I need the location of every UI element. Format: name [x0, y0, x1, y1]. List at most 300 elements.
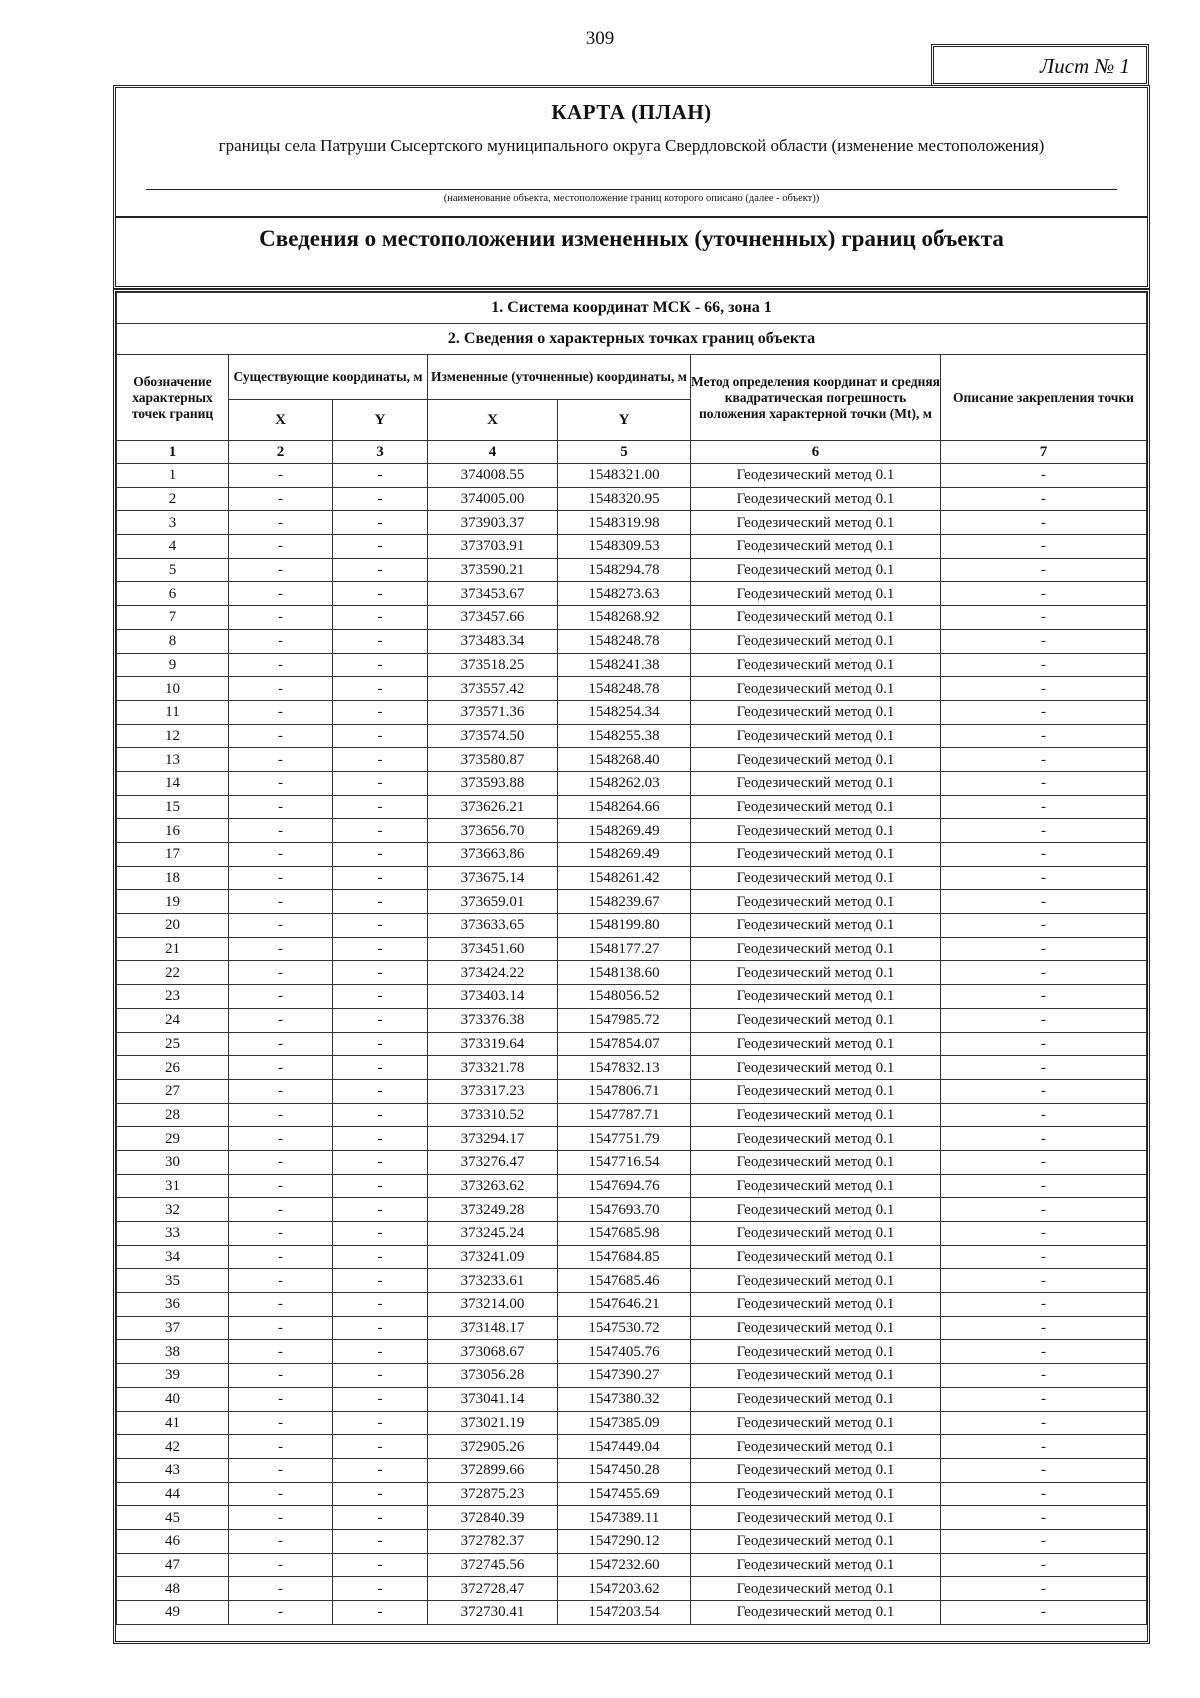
table-row [117, 1506, 1147, 1530]
point-id-cell: 10 [117, 677, 229, 701]
col-number: 4 [428, 441, 558, 464]
changed-y-cell: 1547405.76 [558, 1340, 691, 1364]
col-number: 1 [117, 441, 229, 464]
existing-x-cell: - [229, 511, 333, 535]
changed-y-cell: 1548056.52 [558, 985, 691, 1009]
table-row [117, 724, 1147, 748]
point-id-cell: 44 [117, 1482, 229, 1506]
object-description: границы села Патруши Сысертского муниципального округа Свердловской области (изменение местоположения) [218, 136, 1045, 155]
existing-y-cell: - [333, 629, 428, 653]
point-id-cell: 38 [117, 1340, 229, 1364]
existing-x-cell: - [229, 558, 333, 582]
point-id-cell: 21 [117, 937, 229, 961]
existing-y-cell: - [333, 677, 428, 701]
method-cell: Геодезический метод 0.1 [691, 1340, 941, 1364]
changed-y-cell: 1548268.40 [558, 748, 691, 772]
title-divider [116, 216, 1147, 218]
point-id-cell: 48 [117, 1577, 229, 1601]
fixation-cell: - [941, 1387, 1147, 1411]
table-row [117, 535, 1147, 559]
col-number: 7 [941, 441, 1147, 464]
table-row [117, 1150, 1147, 1174]
table-row [117, 1293, 1147, 1317]
fixation-cell: - [941, 961, 1147, 985]
method-cell: Геодезический метод 0.1 [691, 629, 941, 653]
col-header-changed: Измененные (уточненные) координаты, м [428, 355, 691, 400]
existing-y-cell: - [333, 1506, 428, 1530]
table-row [117, 1222, 1147, 1246]
existing-x-cell: - [229, 961, 333, 985]
changed-x-cell: 373518.25 [428, 653, 558, 677]
fixation-cell: - [941, 582, 1147, 606]
point-id-cell: 32 [117, 1198, 229, 1222]
method-cell: Геодезический метод 0.1 [691, 677, 941, 701]
point-id-cell: 33 [117, 1222, 229, 1246]
method-cell: Геодезический метод 0.1 [691, 937, 941, 961]
existing-x-cell: - [229, 795, 333, 819]
changed-y-cell: 1548241.38 [558, 653, 691, 677]
point-id-cell: 9 [117, 653, 229, 677]
fixation-cell: - [941, 1529, 1147, 1553]
table-row [117, 464, 1147, 488]
changed-x-cell: 373310.52 [428, 1103, 558, 1127]
method-cell: Геодезический метод 0.1 [691, 1364, 941, 1388]
point-id-cell: 15 [117, 795, 229, 819]
changed-x-cell: 373056.28 [428, 1364, 558, 1388]
table-row [117, 1529, 1147, 1553]
fixation-cell: - [941, 795, 1147, 819]
method-cell: Геодезический метод 0.1 [691, 558, 941, 582]
changed-x-cell: 374005.00 [428, 487, 558, 511]
fixation-cell: - [941, 819, 1147, 843]
changed-y-cell: 1547693.70 [558, 1198, 691, 1222]
point-id-cell: 1 [117, 464, 229, 488]
col-number: 6 [691, 441, 941, 464]
existing-y-cell: - [333, 1364, 428, 1388]
point-id-cell: 27 [117, 1079, 229, 1103]
existing-y-cell: - [333, 535, 428, 559]
existing-y-cell: - [333, 1411, 428, 1435]
changed-x-cell: 373451.60 [428, 937, 558, 961]
point-id-cell: 8 [117, 629, 229, 653]
col-header-changed-y: Y [558, 400, 691, 441]
changed-x-cell: 373590.21 [428, 558, 558, 582]
table-row [117, 1174, 1147, 1198]
fixation-cell: - [941, 937, 1147, 961]
point-id-cell: 34 [117, 1245, 229, 1269]
existing-x-cell: - [229, 1222, 333, 1246]
changed-y-cell: 1547203.62 [558, 1577, 691, 1601]
fixation-cell: - [941, 1008, 1147, 1032]
point-id-cell: 25 [117, 1032, 229, 1056]
point-id-cell: 16 [117, 819, 229, 843]
method-cell: Геодезический метод 0.1 [691, 819, 941, 843]
fixation-cell: - [941, 535, 1147, 559]
table-row [117, 558, 1147, 582]
points-heading: 2. Сведения о характерных точках границ объекта [117, 324, 1147, 355]
existing-x-cell: - [229, 582, 333, 606]
method-cell: Геодезический метод 0.1 [691, 1127, 941, 1151]
existing-y-cell: - [333, 1482, 428, 1506]
existing-y-cell: - [333, 558, 428, 582]
section-title: Сведения о местоположении измененных (уточненных) границ объекта [259, 226, 1004, 251]
fixation-cell: - [941, 1601, 1147, 1625]
point-id-cell: 22 [117, 961, 229, 985]
existing-y-cell: - [333, 487, 428, 511]
changed-y-cell: 1548248.78 [558, 629, 691, 653]
table-row [117, 914, 1147, 938]
existing-x-cell: - [229, 677, 333, 701]
existing-x-cell: - [229, 1008, 333, 1032]
changed-x-cell: 372728.47 [428, 1577, 558, 1601]
changed-y-cell: 1547385.09 [558, 1411, 691, 1435]
existing-y-cell: - [333, 653, 428, 677]
table-row [117, 1482, 1147, 1506]
existing-x-cell: - [229, 1458, 333, 1482]
existing-x-cell: - [229, 1174, 333, 1198]
changed-y-cell: 1547455.69 [558, 1482, 691, 1506]
changed-y-cell: 1547751.79 [558, 1127, 691, 1151]
changed-x-cell: 373245.24 [428, 1222, 558, 1246]
sheet-label [931, 44, 1149, 86]
changed-y-cell: 1548320.95 [558, 487, 691, 511]
changed-y-cell: 1548239.67 [558, 890, 691, 914]
existing-y-cell: - [333, 843, 428, 867]
method-cell: Геодезический метод 0.1 [691, 795, 941, 819]
table-row [117, 653, 1147, 677]
method-cell: Геодезический метод 0.1 [691, 914, 941, 938]
changed-x-cell: 373663.86 [428, 843, 558, 867]
existing-y-cell: - [333, 1435, 428, 1459]
changed-x-cell: 373041.14 [428, 1387, 558, 1411]
point-id-cell: 31 [117, 1174, 229, 1198]
fixation-cell: - [941, 677, 1147, 701]
method-cell: Геодезический метод 0.1 [691, 1222, 941, 1246]
point-id-cell: 43 [117, 1458, 229, 1482]
fixation-cell: - [941, 653, 1147, 677]
existing-y-cell: - [333, 937, 428, 961]
method-cell: Геодезический метод 0.1 [691, 1293, 941, 1317]
changed-x-cell: 372840.39 [428, 1506, 558, 1530]
table-row [117, 771, 1147, 795]
point-id-cell: 24 [117, 1008, 229, 1032]
point-id-cell: 14 [117, 771, 229, 795]
existing-y-cell: - [333, 1340, 428, 1364]
col-header-existing-y: Y [333, 400, 428, 441]
existing-y-cell: - [333, 1269, 428, 1293]
method-cell: Геодезический метод 0.1 [691, 1601, 941, 1625]
changed-y-cell: 1547832.13 [558, 1056, 691, 1080]
existing-x-cell: - [229, 487, 333, 511]
existing-x-cell: - [229, 1506, 333, 1530]
fixation-cell: - [941, 1032, 1147, 1056]
existing-x-cell: - [229, 700, 333, 724]
point-id-cell: 28 [117, 1103, 229, 1127]
point-id-cell: 4 [117, 535, 229, 559]
existing-x-cell: - [229, 1316, 333, 1340]
changed-y-cell: 1547232.60 [558, 1553, 691, 1577]
fixation-cell: - [941, 1553, 1147, 1577]
changed-y-cell: 1547854.07 [558, 1032, 691, 1056]
table-row [117, 1103, 1147, 1127]
col-number: 3 [333, 441, 428, 464]
coordinates-table-frame [113, 289, 1150, 1644]
table-row [117, 1316, 1147, 1340]
existing-x-cell: - [229, 535, 333, 559]
method-cell: Геодезический метод 0.1 [691, 1008, 941, 1032]
existing-y-cell: - [333, 985, 428, 1009]
point-id-cell: 46 [117, 1529, 229, 1553]
table-row [117, 511, 1147, 535]
existing-y-cell: - [333, 1577, 428, 1601]
existing-y-cell: - [333, 914, 428, 938]
point-id-cell: 45 [117, 1506, 229, 1530]
table-row [117, 1008, 1147, 1032]
col-header-existing: Существующие координаты, м [229, 355, 428, 400]
title-block [113, 85, 1150, 289]
changed-x-cell: 372730.41 [428, 1601, 558, 1625]
point-id-cell: 47 [117, 1553, 229, 1577]
changed-y-cell: 1548138.60 [558, 961, 691, 985]
changed-y-cell: 1547449.04 [558, 1435, 691, 1459]
changed-x-cell: 373675.14 [428, 866, 558, 890]
sheet-label-text: Лист № 1 [1039, 54, 1130, 78]
table-row [117, 937, 1147, 961]
changed-x-cell: 373233.61 [428, 1269, 558, 1293]
changed-x-cell: 372899.66 [428, 1458, 558, 1482]
method-cell: Геодезический метод 0.1 [691, 1411, 941, 1435]
changed-x-cell: 373626.21 [428, 795, 558, 819]
existing-x-cell: - [229, 653, 333, 677]
fixation-cell: - [941, 1316, 1147, 1340]
existing-y-cell: - [333, 1198, 428, 1222]
existing-x-cell: - [229, 1198, 333, 1222]
changed-y-cell: 1548321.00 [558, 464, 691, 488]
fixation-cell: - [941, 558, 1147, 582]
changed-y-cell: 1547389.11 [558, 1506, 691, 1530]
col-header-description: Описание закрепления точки [941, 355, 1147, 441]
table-row [117, 677, 1147, 701]
changed-x-cell: 372745.56 [428, 1553, 558, 1577]
existing-x-cell: - [229, 866, 333, 890]
table-row [117, 819, 1147, 843]
method-cell: Геодезический метод 0.1 [691, 582, 941, 606]
existing-y-cell: - [333, 724, 428, 748]
changed-y-cell: 1548262.03 [558, 771, 691, 795]
changed-y-cell: 1547694.76 [558, 1174, 691, 1198]
changed-x-cell: 373241.09 [428, 1245, 558, 1269]
existing-x-cell: - [229, 890, 333, 914]
fixation-cell: - [941, 1506, 1147, 1530]
col-header-point: Обозначение характерных точек границ [117, 355, 229, 441]
changed-y-cell: 1547203.54 [558, 1601, 691, 1625]
existing-y-cell: - [333, 1103, 428, 1127]
fixation-cell: - [941, 629, 1147, 653]
existing-x-cell: - [229, 843, 333, 867]
point-id-cell: 29 [117, 1127, 229, 1151]
col-header-method: Метод определения координат и средняя квадратическая погрешность положения характерной точки (Mt), м [691, 355, 941, 441]
existing-y-cell: - [333, 748, 428, 772]
table-row [117, 1079, 1147, 1103]
method-cell: Геодезический метод 0.1 [691, 1032, 941, 1056]
fixation-cell: - [941, 1127, 1147, 1151]
changed-y-cell: 1547530.72 [558, 1316, 691, 1340]
existing-y-cell: - [333, 1079, 428, 1103]
fixation-cell: - [941, 700, 1147, 724]
existing-y-cell: - [333, 582, 428, 606]
fixation-cell: - [941, 748, 1147, 772]
method-cell: Геодезический метод 0.1 [691, 1529, 941, 1553]
point-id-cell: 41 [117, 1411, 229, 1435]
changed-x-cell: 373903.37 [428, 511, 558, 535]
method-cell: Геодезический метод 0.1 [691, 1435, 941, 1459]
existing-x-cell: - [229, 1411, 333, 1435]
changed-x-cell: 373453.67 [428, 582, 558, 606]
fixation-cell: - [941, 1482, 1147, 1506]
changed-x-cell: 373214.00 [428, 1293, 558, 1317]
point-id-cell: 3 [117, 511, 229, 535]
changed-y-cell: 1548269.49 [558, 819, 691, 843]
table-row [117, 1435, 1147, 1459]
table-row [117, 606, 1147, 630]
method-cell: Геодезический метод 0.1 [691, 1269, 941, 1293]
changed-y-cell: 1547646.21 [558, 1293, 691, 1317]
changed-y-cell: 1547450.28 [558, 1458, 691, 1482]
method-cell: Геодезический метод 0.1 [691, 1482, 941, 1506]
existing-x-cell: - [229, 937, 333, 961]
method-cell: Геодезический метод 0.1 [691, 1506, 941, 1530]
fixation-cell: - [941, 1411, 1147, 1435]
existing-y-cell: - [333, 1316, 428, 1340]
point-id-cell: 42 [117, 1435, 229, 1459]
description-underline [146, 189, 1117, 190]
method-cell: Геодезический метод 0.1 [691, 464, 941, 488]
existing-y-cell: - [333, 1245, 428, 1269]
changed-x-cell: 373276.47 [428, 1150, 558, 1174]
changed-y-cell: 1547787.71 [558, 1103, 691, 1127]
point-id-cell: 2 [117, 487, 229, 511]
changed-x-cell: 372875.23 [428, 1482, 558, 1506]
point-id-cell: 20 [117, 914, 229, 938]
existing-y-cell: - [333, 1008, 428, 1032]
existing-x-cell: - [229, 1553, 333, 1577]
point-id-cell: 11 [117, 700, 229, 724]
changed-x-cell: 373249.28 [428, 1198, 558, 1222]
table-row [117, 985, 1147, 1009]
existing-x-cell: - [229, 1150, 333, 1174]
changed-y-cell: 1548255.38 [558, 724, 691, 748]
method-cell: Геодезический метод 0.1 [691, 843, 941, 867]
changed-y-cell: 1547985.72 [558, 1008, 691, 1032]
table-row [117, 843, 1147, 867]
fixation-cell: - [941, 1458, 1147, 1482]
method-cell: Геодезический метод 0.1 [691, 1387, 941, 1411]
changed-x-cell: 373321.78 [428, 1056, 558, 1080]
changed-x-cell: 373317.23 [428, 1079, 558, 1103]
existing-x-cell: - [229, 1435, 333, 1459]
table-row [117, 1245, 1147, 1269]
point-id-cell: 12 [117, 724, 229, 748]
existing-y-cell: - [333, 1127, 428, 1151]
point-id-cell: 5 [117, 558, 229, 582]
fixation-cell: - [941, 890, 1147, 914]
method-cell: Геодезический метод 0.1 [691, 1079, 941, 1103]
fixation-cell: - [941, 1435, 1147, 1459]
existing-y-cell: - [333, 1458, 428, 1482]
existing-y-cell: - [333, 1056, 428, 1080]
point-id-cell: 30 [117, 1150, 229, 1174]
method-cell: Геодезический метод 0.1 [691, 771, 941, 795]
existing-y-cell: - [333, 1293, 428, 1317]
fixation-cell: - [941, 985, 1147, 1009]
existing-x-cell: - [229, 1364, 333, 1388]
method-cell: Геодезический метод 0.1 [691, 1458, 941, 1482]
method-cell: Геодезический метод 0.1 [691, 724, 941, 748]
fixation-cell: - [941, 464, 1147, 488]
existing-y-cell: - [333, 1553, 428, 1577]
fixation-cell: - [941, 1222, 1147, 1246]
table-row [117, 866, 1147, 890]
fixation-cell: - [941, 1079, 1147, 1103]
fixation-cell: - [941, 1340, 1147, 1364]
changed-x-cell: 372782.37 [428, 1529, 558, 1553]
existing-y-cell: - [333, 771, 428, 795]
fixation-cell: - [941, 1198, 1147, 1222]
table-row [117, 1577, 1147, 1601]
method-cell: Геодезический метод 0.1 [691, 985, 941, 1009]
existing-y-cell: - [333, 866, 428, 890]
changed-x-cell: 373557.42 [428, 677, 558, 701]
existing-y-cell: - [333, 819, 428, 843]
changed-y-cell: 1548261.42 [558, 866, 691, 890]
changed-x-cell: 374008.55 [428, 464, 558, 488]
changed-y-cell: 1548199.80 [558, 914, 691, 938]
point-id-cell: 19 [117, 890, 229, 914]
fixation-cell: - [941, 487, 1147, 511]
existing-y-cell: - [333, 606, 428, 630]
existing-x-cell: - [229, 1529, 333, 1553]
fixation-cell: - [941, 1269, 1147, 1293]
fixation-cell: - [941, 1174, 1147, 1198]
method-cell: Геодезический метод 0.1 [691, 1174, 941, 1198]
changed-y-cell: 1548319.98 [558, 511, 691, 535]
existing-x-cell: - [229, 1577, 333, 1601]
changed-x-cell: 373633.65 [428, 914, 558, 938]
method-cell: Геодезический метод 0.1 [691, 1577, 941, 1601]
existing-x-cell: - [229, 819, 333, 843]
changed-x-cell: 373424.22 [428, 961, 558, 985]
existing-y-cell: - [333, 700, 428, 724]
table-row [117, 961, 1147, 985]
changed-y-cell: 1548309.53 [558, 535, 691, 559]
changed-y-cell: 1548254.34 [558, 700, 691, 724]
method-cell: Геодезический метод 0.1 [691, 1316, 941, 1340]
changed-x-cell: 373376.38 [428, 1008, 558, 1032]
changed-x-cell: 373659.01 [428, 890, 558, 914]
point-id-cell: 23 [117, 985, 229, 1009]
method-cell: Геодезический метод 0.1 [691, 606, 941, 630]
existing-y-cell: - [333, 1150, 428, 1174]
point-id-cell: 39 [117, 1364, 229, 1388]
col-header-changed-x: X [428, 400, 558, 441]
table-row [117, 1127, 1147, 1151]
existing-x-cell: - [229, 1269, 333, 1293]
existing-x-cell: - [229, 629, 333, 653]
changed-x-cell: 373068.67 [428, 1340, 558, 1364]
existing-x-cell: - [229, 1340, 333, 1364]
fixation-cell: - [941, 771, 1147, 795]
changed-y-cell: 1548294.78 [558, 558, 691, 582]
